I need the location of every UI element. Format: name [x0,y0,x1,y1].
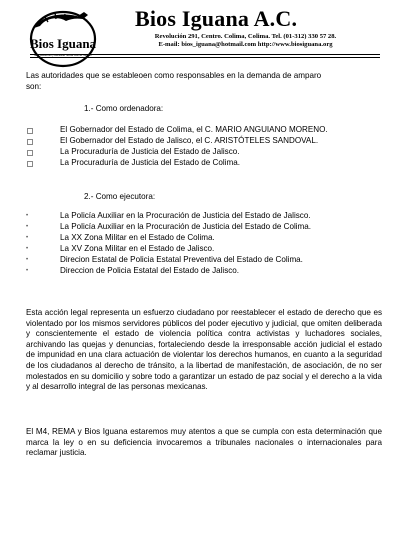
intro-line: son: [26,81,42,91]
body-paragraph: Esta acción legal representa un esfuerzo ciudadano por reestablecer el estado de derecho que es violentado por los mismos servidores públicos del poder ejecutivo y judicial, que omiten deliberada y conscientemente el estado de violencia política contra activistas y luchadores sociales, archivando las quejas y denuncias, fortaleciendo desde la irresponsable acción judicial el estado de impunidad en una clara actuación de violentar los derechos humanos, en cuanto a la seguridad de los ciudadanos al derecho de tránsito, a la libertad de manifestación, de asociación, de no ser molestados en su domicilio y sobre todo a garantizar un estado de paz social y el derecho a la vida y al desarrollo integral de las personas mexicanas. [26,308,382,392]
organization-name: Bios Iguana A.C. [135,6,298,31]
bullet-icon: • [26,257,29,263]
header-rule [30,54,380,55]
list-item: Direccion de Policia Estatal del Estado de Jalisco. [60,266,240,275]
header-rule [30,57,380,58]
contact-line: E-mail: bios_iguana@hotmail.com http://www.biosiguana.org [158,41,333,48]
list-item: El Gobernador del Estado de Jalisco, el C. ARISTÓTELES SANDOVAL. [60,136,319,145]
logo-small-text: Eco Desarrollo y Bienestar Social Colima, México [34,54,92,57]
list-item: La XV Zona Militar en el Estado de Jalisco. [60,244,215,253]
checkbox-bullet-icon [27,150,33,156]
section-heading-ejecutora: 2.- Como ejecutora: [84,192,156,201]
bios-iguana-logo [28,8,98,68]
address-line: Revolución 291, Centro. Colima, Colima. Tel. (01-312) 330 57 28. [154,33,337,40]
section-heading-ordenadora: 1.- Como ordenadora: [84,104,164,113]
checkbox-bullet-icon [27,139,33,145]
list-item: La Policía Auxiliar en la Procuración de Justicia del Estado de Jalisco. [60,211,311,220]
list-item: La XX Zona Militar en el Estado de Colima. [60,233,215,242]
list-item: La Procuraduría de Justicia del Estado de Colima. [60,158,240,167]
checkbox-bullet-icon [27,161,33,167]
bullet-icon: • [26,213,29,219]
list-item: Direcion Estatal de Policia Estatal Preventiva del Estado de Colima. [60,255,303,264]
intro-line: Las autoridades que se estableoen como responsables en la demanda de amparo [26,71,322,80]
list-item: El Gobernador del Estado de Colima, el C. MARIO ANGUIANO MORENO. [60,125,328,134]
bullet-icon: • [26,224,29,230]
logo-text: Bios Iguana [29,36,97,51]
intro-text [26,71,321,93]
checkbox-bullet-icon [27,128,33,134]
list-item: La Policía Auxiliar en la Procuración de Justicia del Estado de Colima. [60,222,312,231]
bullet-icon: • [26,268,29,274]
bullet-icon: • [26,235,29,241]
list-item: La Procuraduría de Justicia del Estado de Jalisco. [60,147,240,156]
bullet-icon: • [26,246,29,252]
body-paragraph: El M4, REMA y Bios Iguana estaremos muy atentos a que se cumpla con esta determinación que marca la ley o en su deficiencia invocaremos a tribunales nacionales o internacionales para reclamar justicia. [26,427,382,458]
